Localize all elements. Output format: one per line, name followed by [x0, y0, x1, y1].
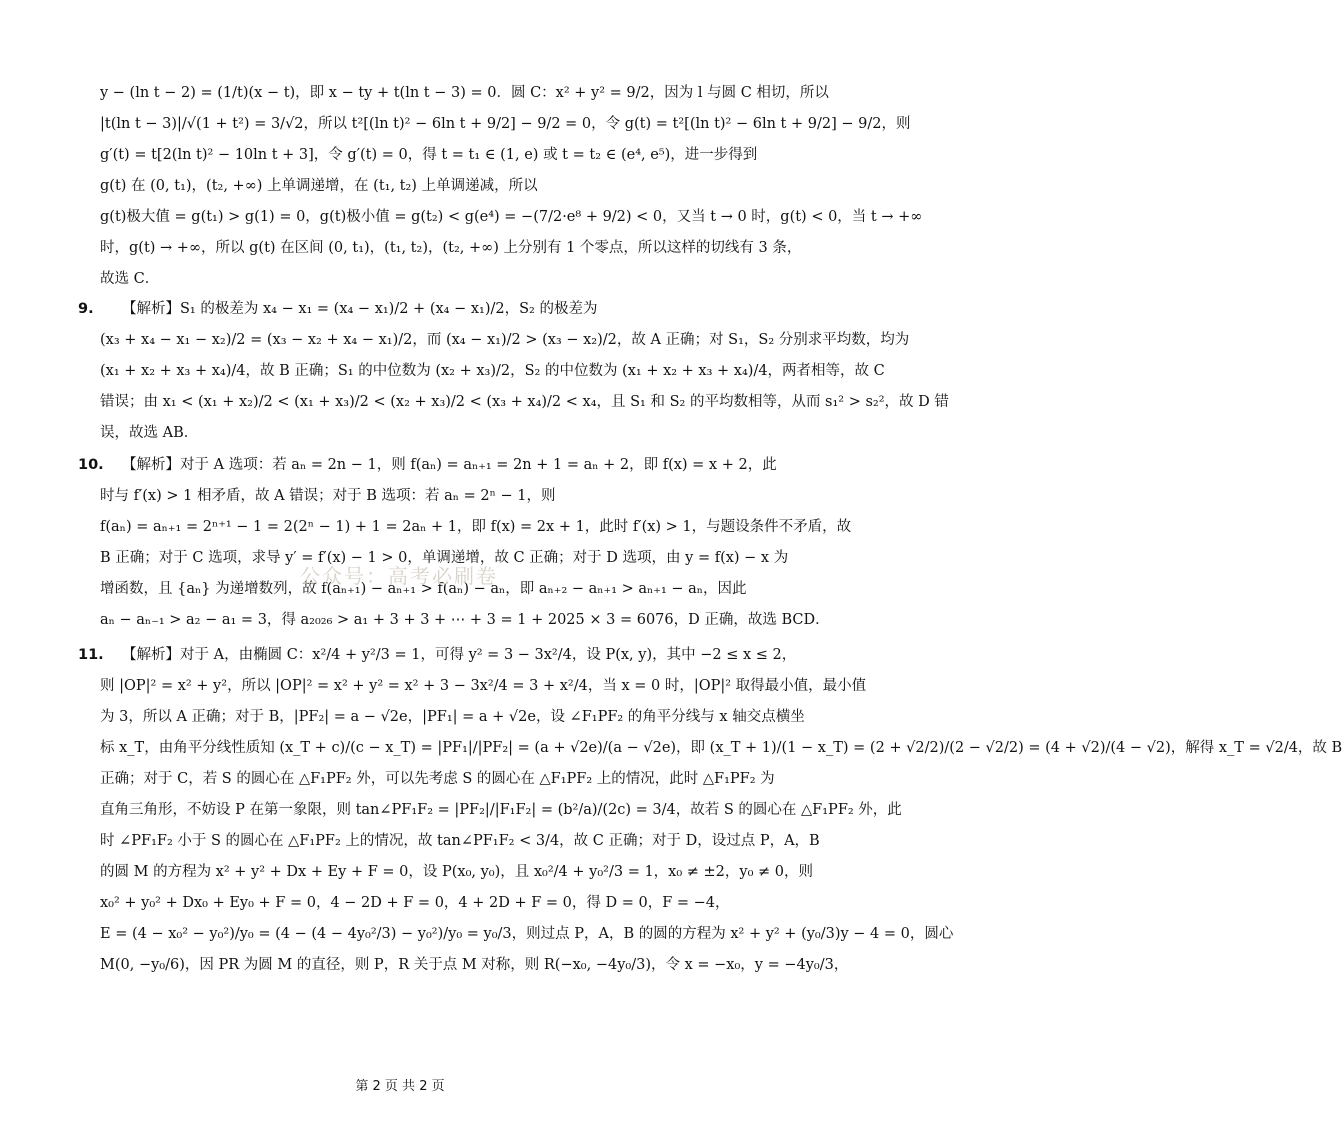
- text-line: g(t) 在 (0, t₁)，(t₂, +∞) 上单调递增，在 (t₁, t₂) 上单调递减，所以: [100, 178, 538, 194]
- question-number: 11.: [78, 647, 104, 663]
- question-number: 10.: [78, 457, 104, 473]
- text-line: B 正确；对于 C 选项，求导 y′ = f′(x) − 1 > 0，单调递增，故 C 正确；对于 D 选项，由 y = f(x) − x 为: [100, 550, 789, 566]
- text-line: 【解析】对于 A，由椭圆 C：x²/4 + y²/3 = 1，可得 y² = 3 − 3x²/4，设 P(x, y)，其中 −2 ≤ x ≤ 2，: [122, 647, 797, 663]
- text-line: g(t)极大值 = g(t₁) > g(1) = 0，g(t)极小值 = g(t₂) < g(e⁴) = −(7/2·e⁸ + 9/2) < 0，又当 t → 0 时，g(t) < 0，当 t → +∞: [100, 209, 923, 225]
- watermark: 公众号：高考必刷卷: [300, 564, 498, 588]
- text-line: (x₃ + x₄ − x₁ − x₂)/2 = (x₃ − x₂ + x₄ − x₁)/2，而 (x₄ − x₁)/2 > (x₃ − x₂)/2，故 A 正确；对 S₁，S₂ 分别求平均数，均为: [100, 332, 910, 348]
- text-line: 时，g(t) → +∞，所以 g(t) 在区间 (0, t₁)，(t₁, t₂)，(t₂, +∞) 上分别有 1 个零点，所以这样的切线有 3 条，: [100, 240, 802, 256]
- solution-10: [78, 450, 852, 636]
- text-line: 为 3，所以 A 正确；对于 B，|PF₂| = a − √2e，|PF₁| = a + √2e，设 ∠F₁PF₂ 的角平分线与 x 轴交点横坐: [100, 709, 805, 725]
- text-line: g′(t) = t[2(ln t)² − 10ln t + 3]，令 g′(t) = 0，得 t = t₁ ∈ (1, e) 或 t = t₂ ∈ (e⁴, e⁵)，进一步得到: [100, 147, 758, 163]
- text-line: 故选 C．: [100, 271, 160, 287]
- text-line: 直角三角形，不妨设 P 在第一象限，则 tan∠PF₁F₂ = |PF₂|/|F₁F₂| = (b²/a)/(2c) = 3/4，故若 S 的圆心在 △F₁PF₂ 外，此: [100, 802, 902, 818]
- text-line: x₀² + y₀² + Dx₀ + Ey₀ + F = 0，4 − 2D + F = 0，4 + 2D + F = 0，得 D = 0，F = −4，: [100, 895, 730, 911]
- text-line: 【解析】S₁ 的极差为 x₄ − x₁ = (x₄ − x₁)/2 + (x₄ − x₁)/2，S₂ 的极差为: [122, 301, 598, 317]
- solution-11: [78, 640, 1342, 981]
- text-line: 正确；对于 C，若 S 的圆心在 △F₁PF₂ 外，可以先考虑 S 的圆心在 △F₁PF₂ 上的情况，此时 △F₁PF₂ 为: [100, 771, 775, 787]
- text-line: f(aₙ) = aₙ₊₁ = 2ⁿ⁺¹ − 1 = 2(2ⁿ − 1) + 1 = 2aₙ + 1，即 f(x) = 2x + 1，此时 f′(x) > 1，与题设条件不矛盾，故: [100, 519, 852, 535]
- text-line: 的圆 M 的方程为 x² + y² + Dx + Ey + F = 0，设 P(x₀, y₀)，且 x₀²/4 + y₀²/3 = 1，x₀ ≠ ±2，y₀ ≠ 0，则: [100, 864, 814, 880]
- text-line: E = (4 − x₀² − y₀²)/y₀ = (4 − (4 − 4y₀²/3) − y₀²)/y₀ = y₀/3，则过点 P，A，B 的圆的方程为 x² + y² + (y₀/3)y − 4 = 0，圆心: [100, 926, 954, 942]
- question-number: 9.: [78, 301, 94, 317]
- text-line: 增函数，且 {aₙ} 为递增数列，故 f(aₙ₊₁) − aₙ₊₁ > f(aₙ) − aₙ，即 aₙ₊₂ − aₙ₊₁ > aₙ₊₁ − aₙ，因此: [100, 581, 747, 597]
- page-footer: 第 2 页 共 2 页: [355, 1079, 445, 1094]
- text-line: 错误；由 x₁ < (x₁ + x₂)/2 < (x₁ + x₃)/2 < (x₂ + x₃)/2 < (x₃ + x₄)/2 < x₄，且 S₁ 和 S₂ 的平均数相等，从而 s₁² > s₂²，故 D 错: [100, 394, 949, 410]
- text-line: y − (ln t − 2) = (1/t)(x − t)，即 x − ty + t(ln t − 3) = 0．圆 C：x² + y² = 9/2，因为 l 与圆 C 相切，所以: [100, 85, 829, 101]
- text-line: 标 x_T，由角平分线性质知 (x_T + c)/(c − x_T) = |PF₁|/|PF₂| = (a + √2e)/(a − √2e)，即 (x_T + 1)/(1 − x_T) = (2 + √2/2)/(2 − √2/2) = (4 + √2)/(4 − √2)，解得 x_T = √2/4，故 B: [100, 740, 1342, 756]
- text-line: (x₁ + x₂ + x₃ + x₄)/4，故 B 正确；S₁ 的中位数为 (x₂ + x₃)/2，S₂ 的中位数为 (x₁ + x₂ + x₃ + x₄)/4，两者相等，故 C: [100, 363, 885, 379]
- text-line: M(0, −y₀/6)，因 PR 为圆 M 的直径，则 P，R 关于点 M 对称，则 R(−x₀, −4y₀/3)，令 x = −x₀，y = −4y₀/3，: [100, 957, 849, 973]
- text-line: |t(ln t − 3)|/√(1 + t²) = 3/√2，所以 t²[(ln t)² − 6ln t + 9/2] − 9/2 = 0，令 g(t) = t²[(ln t)² − 6ln t + 9/2] − 9/2，则: [100, 116, 911, 132]
- text-line: 时 ∠PF₁F₂ 小于 S 的圆心在 △F₁PF₂ 上的情况，故 tan∠PF₁F₂ < 3/4，故 C 正确；对于 D，设过点 P，A，B: [100, 833, 820, 849]
- text-line: aₙ − aₙ₋₁ > a₂ − a₁ = 3，得 a₂₀₂₆ > a₁ + 3 + 3 + ⋯ + 3 = 1 + 2025 × 3 = 6076，D 正确，故选 BCD．: [100, 612, 830, 628]
- text-line: 误，故选 AB．: [100, 425, 199, 441]
- solution-9: [78, 294, 949, 449]
- continued-solution: [100, 78, 923, 295]
- text-line: 时与 f′(x) > 1 相矛盾，故 A 错误；对于 B 选项：若 aₙ = 2ⁿ − 1，则: [100, 488, 556, 504]
- text-line: 则 |OP|² = x² + y²，所以 |OP|² = x² + y² = x² + 3 − 3x²/4 = 3 + x²/4，当 x = 0 时，|OP|² 取得最小值，最小值: [100, 678, 867, 694]
- text-line: 【解析】对于 A 选项：若 aₙ = 2n − 1，则 f(aₙ) = aₙ₊₁ = 2n + 1 = aₙ + 2，即 f(x) = x + 2，此: [122, 457, 777, 473]
